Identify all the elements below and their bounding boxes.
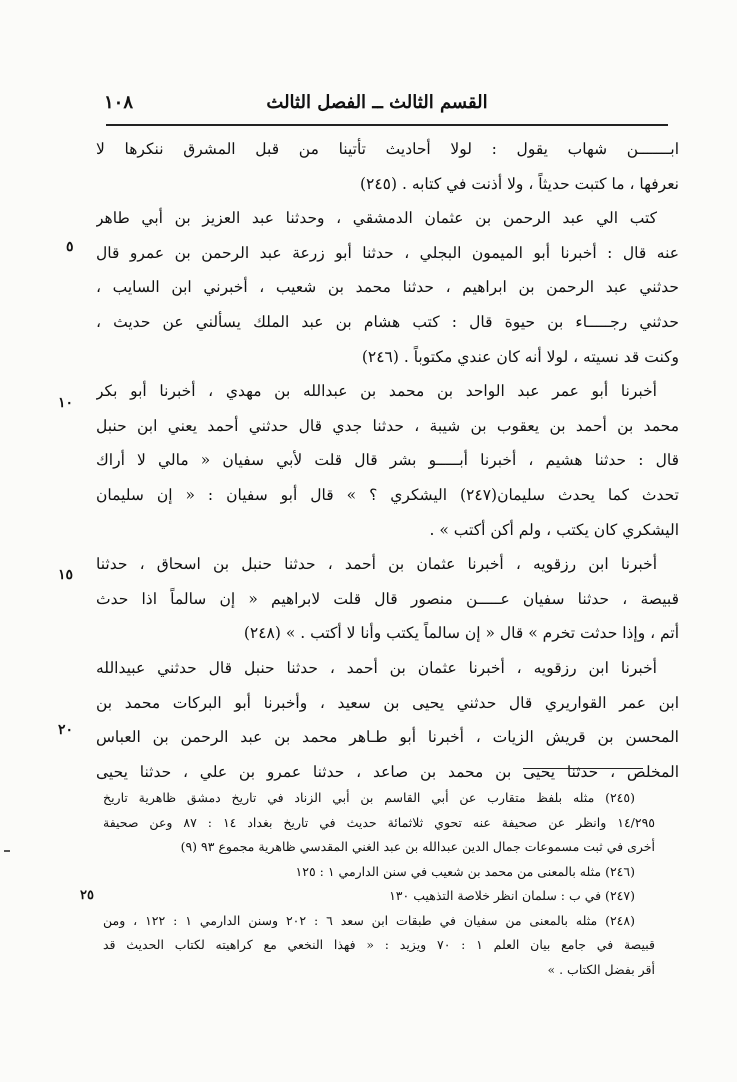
footnote-line: (٢٤٧) في ب : سلمان انظر خلاصة التذهيب ١٣٠	[389, 888, 635, 903]
text-line: نعرفها ، ما كتبت حديثاً ، ولا أذنت في كتابه . (٢٤٥)	[359, 174, 679, 193]
text-line: أخبرنا ابن رزقويه ، أخبرنا عثمان بن أحمد ، حدثنا حنبل بن اسحاق ، حدثنا	[96, 555, 657, 574]
footnote-line: (٢٤٦) مثله بالمعنى من محمد بن شعيب في سنن الدارمي ١ : ١٢٥	[295, 863, 635, 879]
footnote-line: ١٤/٢٩٥ وانظر عن صحيفة عنه تحوي ثلاثمائة حديث في تاريخ بغداد ١٤ : ٨٧ وعن صحيفة	[103, 814, 655, 830]
text-line: أخبرنا أبو عمر عبد الواحد بن محمد بن عبدالله بن مهدي ، أخبرنا أبو بكر	[96, 382, 657, 401]
text-line: حدثني رجـــــاء بن حيوة قال : كتب هشام بن عبد الملك يسألني عن حديث ،	[96, 312, 679, 331]
main-text	[96, 132, 679, 789]
header-rule	[106, 124, 668, 126]
footnotes	[103, 786, 655, 982]
text-line: محمد بن أحمد بن يعقوب بن شيبة ، حدثنا جدي قال حدثني أحمد يعني ابن حنبل	[96, 416, 679, 435]
text-line: المحسن بن قريش الزيات ، أخبرنا أبو طـاهر محمد بن عبد الرحمن بن العباس	[96, 728, 679, 747]
page-header	[80, 88, 674, 122]
text-line: قبيصة ، حدثنا سفيان عـــــن منصور قال قلت لابراهيم « إن سالماً اذا حدث	[96, 589, 679, 608]
page-number: ١٠٨	[104, 92, 134, 113]
text-line: تحدث كما يحدث سليمان(٢٤٧) اليشكري ؟ » قال أبو سفيان : « إن سليمان	[96, 485, 679, 504]
text-line: قال : حدثنا هشيم ، أخبرنا أبـــــو بشر قال قلت لأبي سفيان « مالي لا أراك	[96, 451, 679, 470]
text-line: وكنت قد نسيته ، لولا أنه كان عندي مكتوباً . (٢٤٦)	[361, 347, 679, 366]
text-line: حدثني عبد الرحمن بن ابراهيم ، حدثنا محمد بن شعيب ، أخبرني ابن السايب ،	[96, 278, 679, 297]
line-number-25: ٢٥	[80, 888, 94, 903]
text-line: أتم ، وإذا حدثت تخرم » قال « إن سالماً يكتب وأنا لا أكتب . » (٢٤٨)	[243, 624, 679, 643]
text-line: أخبرنا ابن رزقويه ، أخبرنا عثمان بن أحمد ، حدثنا حنبل قال حدثني عبيدالله	[96, 658, 657, 677]
text-line: ابن عمر القواريري قال حدثني يحيى بن سعيد ، وأخبرنا أبو البركات محمد بن	[96, 693, 679, 712]
text-line: المخلص ، حدثنا يحيى بن محمد بن صاعد ، حدثنا عمرو بن علي ، حدثنا يحيى	[96, 762, 679, 781]
scan-edge-mark	[4, 850, 10, 852]
text-line: عنه قال : أخبرنا أبو الميمون البجلي ، حدثنا أبو زرعة عبد الرحمن بن عمرو قال	[96, 243, 679, 262]
line-number-15: ١٥	[58, 567, 74, 583]
line-number-5: ٥	[66, 239, 74, 255]
footnote-line: قبيصة في جامع بيان العلم ١ : ٧٠ ويزيد : « فهذا النخعي مع كراهيته لكتاب الحديث قد	[103, 937, 655, 952]
footnote-separator	[523, 768, 643, 769]
line-number-20: ٢٠	[58, 722, 74, 738]
text-line: كتب الي عبد الرحمن بن عثمان الدمشقي ، وحدثنا عبد العزيز بن أبي طاهر	[96, 209, 657, 228]
footnote-line: (٢٤٥) مثله بلفظ متقارب عن أبي القاسم بن أبي الزناد في تاريخ دمشق ظاهرية تاريخ	[103, 790, 635, 805]
text-line: اليشكري كان يكتب ، ولم أكن أكتب » .	[429, 520, 679, 539]
running-head: القسم الثالث ــ الفصل الثالث	[266, 92, 488, 113]
line-number-10: ١٠	[58, 395, 74, 411]
footnote-line: أخرى في ثبت مسموعات جمال الدين عبدالله بن عبد الغني المقدسي ظاهرية مجموع ٩٣ (٩)	[180, 839, 655, 854]
footnote-line: (٢٤٨) مثله بالمعنى من سفيان في طبقات ابن سعد ٦ : ٢٠٢ وسنن الدارمي ١ : ١٢٢ ، ومن	[103, 912, 635, 928]
text-line: ابـــــــن شهاب يقول : لولا أحاديث تأتينا من قبل المشرق ننكرها لا	[96, 140, 679, 158]
footnote-line: أقر بفضل الكتاب . »	[547, 961, 655, 977]
